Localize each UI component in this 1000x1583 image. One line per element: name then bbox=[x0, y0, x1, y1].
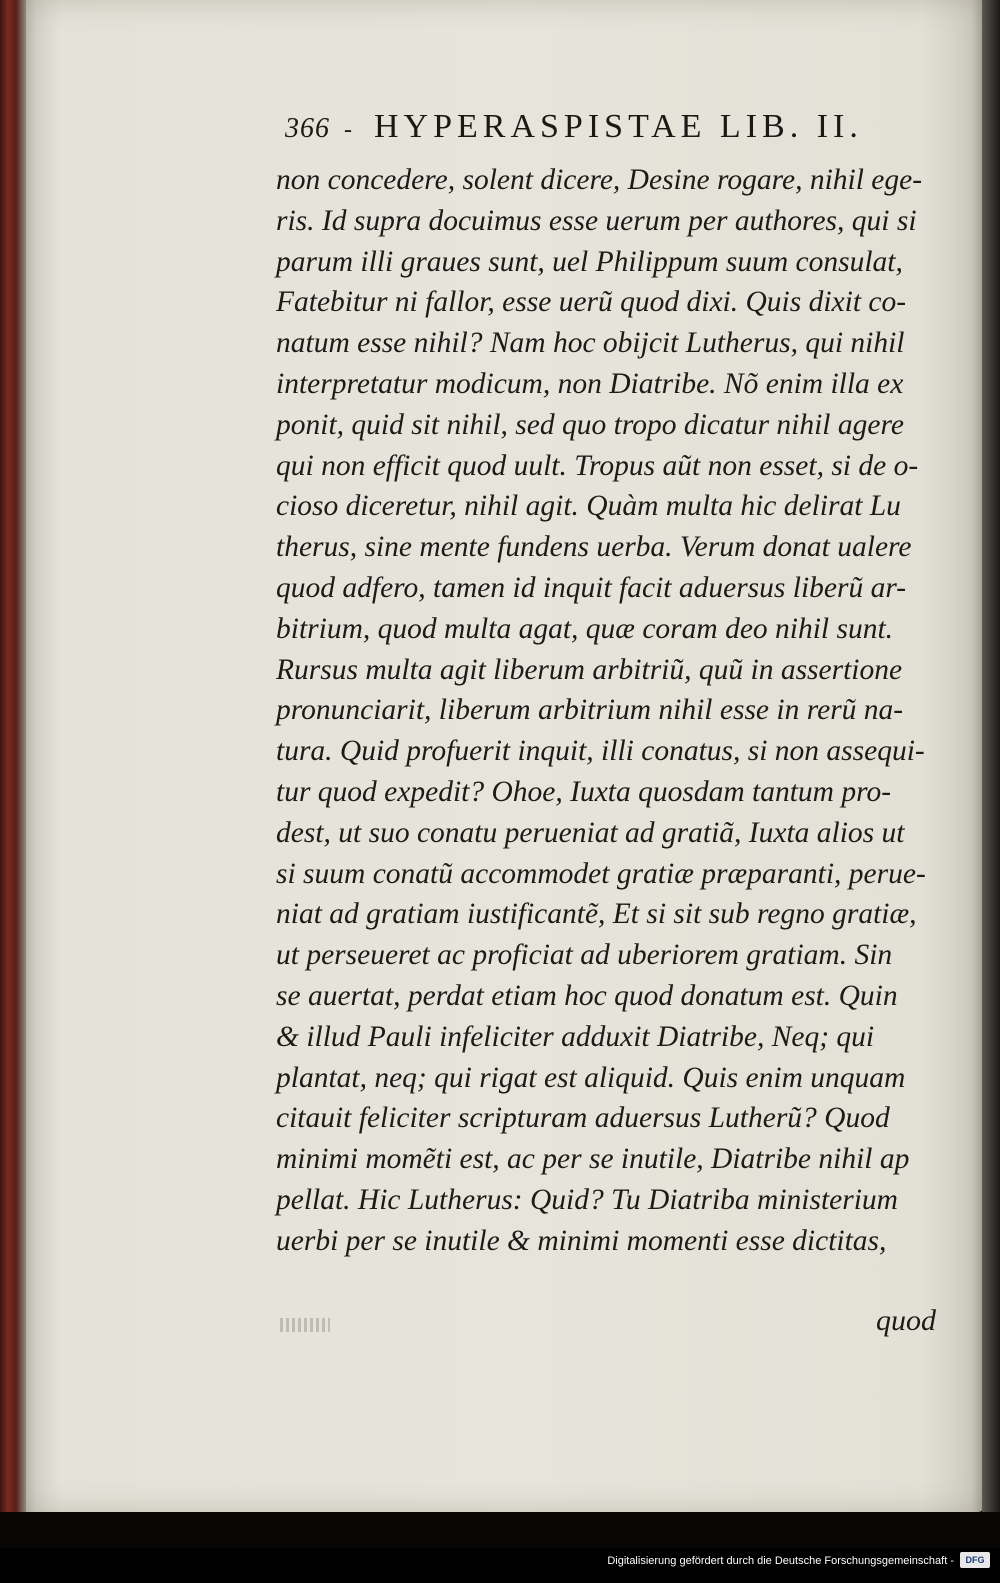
page-edge-shadow bbox=[982, 0, 1000, 1512]
text-line: Rursus multa agit liberum arbitriũ, quũ in assertione bbox=[276, 653, 903, 686]
text-line: natum esse nihil? Nam hoc obijcit Lutherus, qui nihil bbox=[276, 327, 905, 360]
text-line: plantat, neq; qui rigat est aliquid. Quis enim unquam bbox=[276, 1061, 906, 1094]
text-line: Fatebitur ni fallor, esse uerũ quod dixi. Quis dixit co- bbox=[276, 286, 907, 319]
running-head bbox=[285, 108, 925, 152]
text-line: therus, sine mente fundens uerba. Verum donat ualere bbox=[276, 531, 912, 564]
text-line: ponit, quid sit nihil, sed quo tropo dicatur nihil agere bbox=[276, 408, 904, 441]
catchword: quod bbox=[876, 1304, 936, 1337]
head-dash: - bbox=[344, 117, 352, 143]
text-line: qui non efficit quod uult. Tropus aũt non esset, si de o- bbox=[276, 449, 919, 482]
dfg-logo: DFG bbox=[960, 1552, 990, 1568]
text-line: tura. Quid profuerit inquit, illi conatus, si non assequi- bbox=[276, 735, 925, 768]
ink-smudge bbox=[280, 1318, 330, 1332]
text-line: tur quod expedit? Ohoe, Iuxta quosdam tantum pro- bbox=[276, 775, 892, 808]
text-line: quod adfero, tamen id inquit facit aduersus liberũ ar- bbox=[276, 571, 907, 604]
page-number: 366 bbox=[285, 113, 330, 144]
text-line: citauit feliciter scripturam aduersus Lutherũ? Quod bbox=[276, 1102, 890, 1135]
text-line: pellat. Hic Lutherus: Quid? Tu Diatriba ministerium bbox=[276, 1183, 898, 1216]
text-line: niat ad gratiam iustificantẽ, Et si sit sub regno gratiæ, bbox=[276, 898, 917, 931]
text-line: uerbi per se inutile & minimi momenti esse dictitas, bbox=[276, 1224, 887, 1257]
text-line: parum illi graues sunt, uel Philippum suum consulat, bbox=[276, 245, 903, 278]
body-text bbox=[276, 160, 956, 1262]
text-line: non concedere, solent dicere, Desine rogare, nihil ege- bbox=[276, 164, 923, 196]
text-line: ut perseueret ac proficiat ad uberiorem gratiam. Sin bbox=[276, 939, 893, 972]
running-title: HYPERASPISTAE LIB. II. bbox=[374, 108, 863, 145]
text-line: & illud Pauli infeliciter adduxit Diatribe, Neq; qui bbox=[276, 1020, 875, 1053]
funding-credit: Digitalisierung gefördert durch die Deutsche Forschungsgemeinschaft - bbox=[607, 1555, 954, 1567]
text-line: ris. Id supra docuimus esse uerum per authores, qui si bbox=[276, 204, 917, 237]
text-line: dest, ut suo conatu perueniat ad gratiã, Iuxta alios ut bbox=[276, 816, 905, 849]
text-line: se auertat, perdat etiam hoc quod donatum est. Quin bbox=[276, 979, 898, 1012]
text-line: cioso diceretur, nihil agit. Quàm multa hic delirat Lu bbox=[276, 490, 901, 523]
text-line: minimi momẽti est, ac per se inutile, Diatribe nihil ap bbox=[276, 1143, 910, 1176]
text-line: interpretatur modicum, non Diatribe. Nõ enim illa ex bbox=[276, 367, 904, 400]
book-binding bbox=[0, 0, 26, 1512]
text-line: pronunciarit, liberum arbitrium nihil esse in rerũ na- bbox=[276, 694, 904, 727]
text-line: si suum conatũ accommodet gratiæ præparanti, perue- bbox=[276, 857, 926, 890]
text-line: bitrium, quod multa agat, quæ coram deo nihil sunt. bbox=[276, 612, 894, 645]
